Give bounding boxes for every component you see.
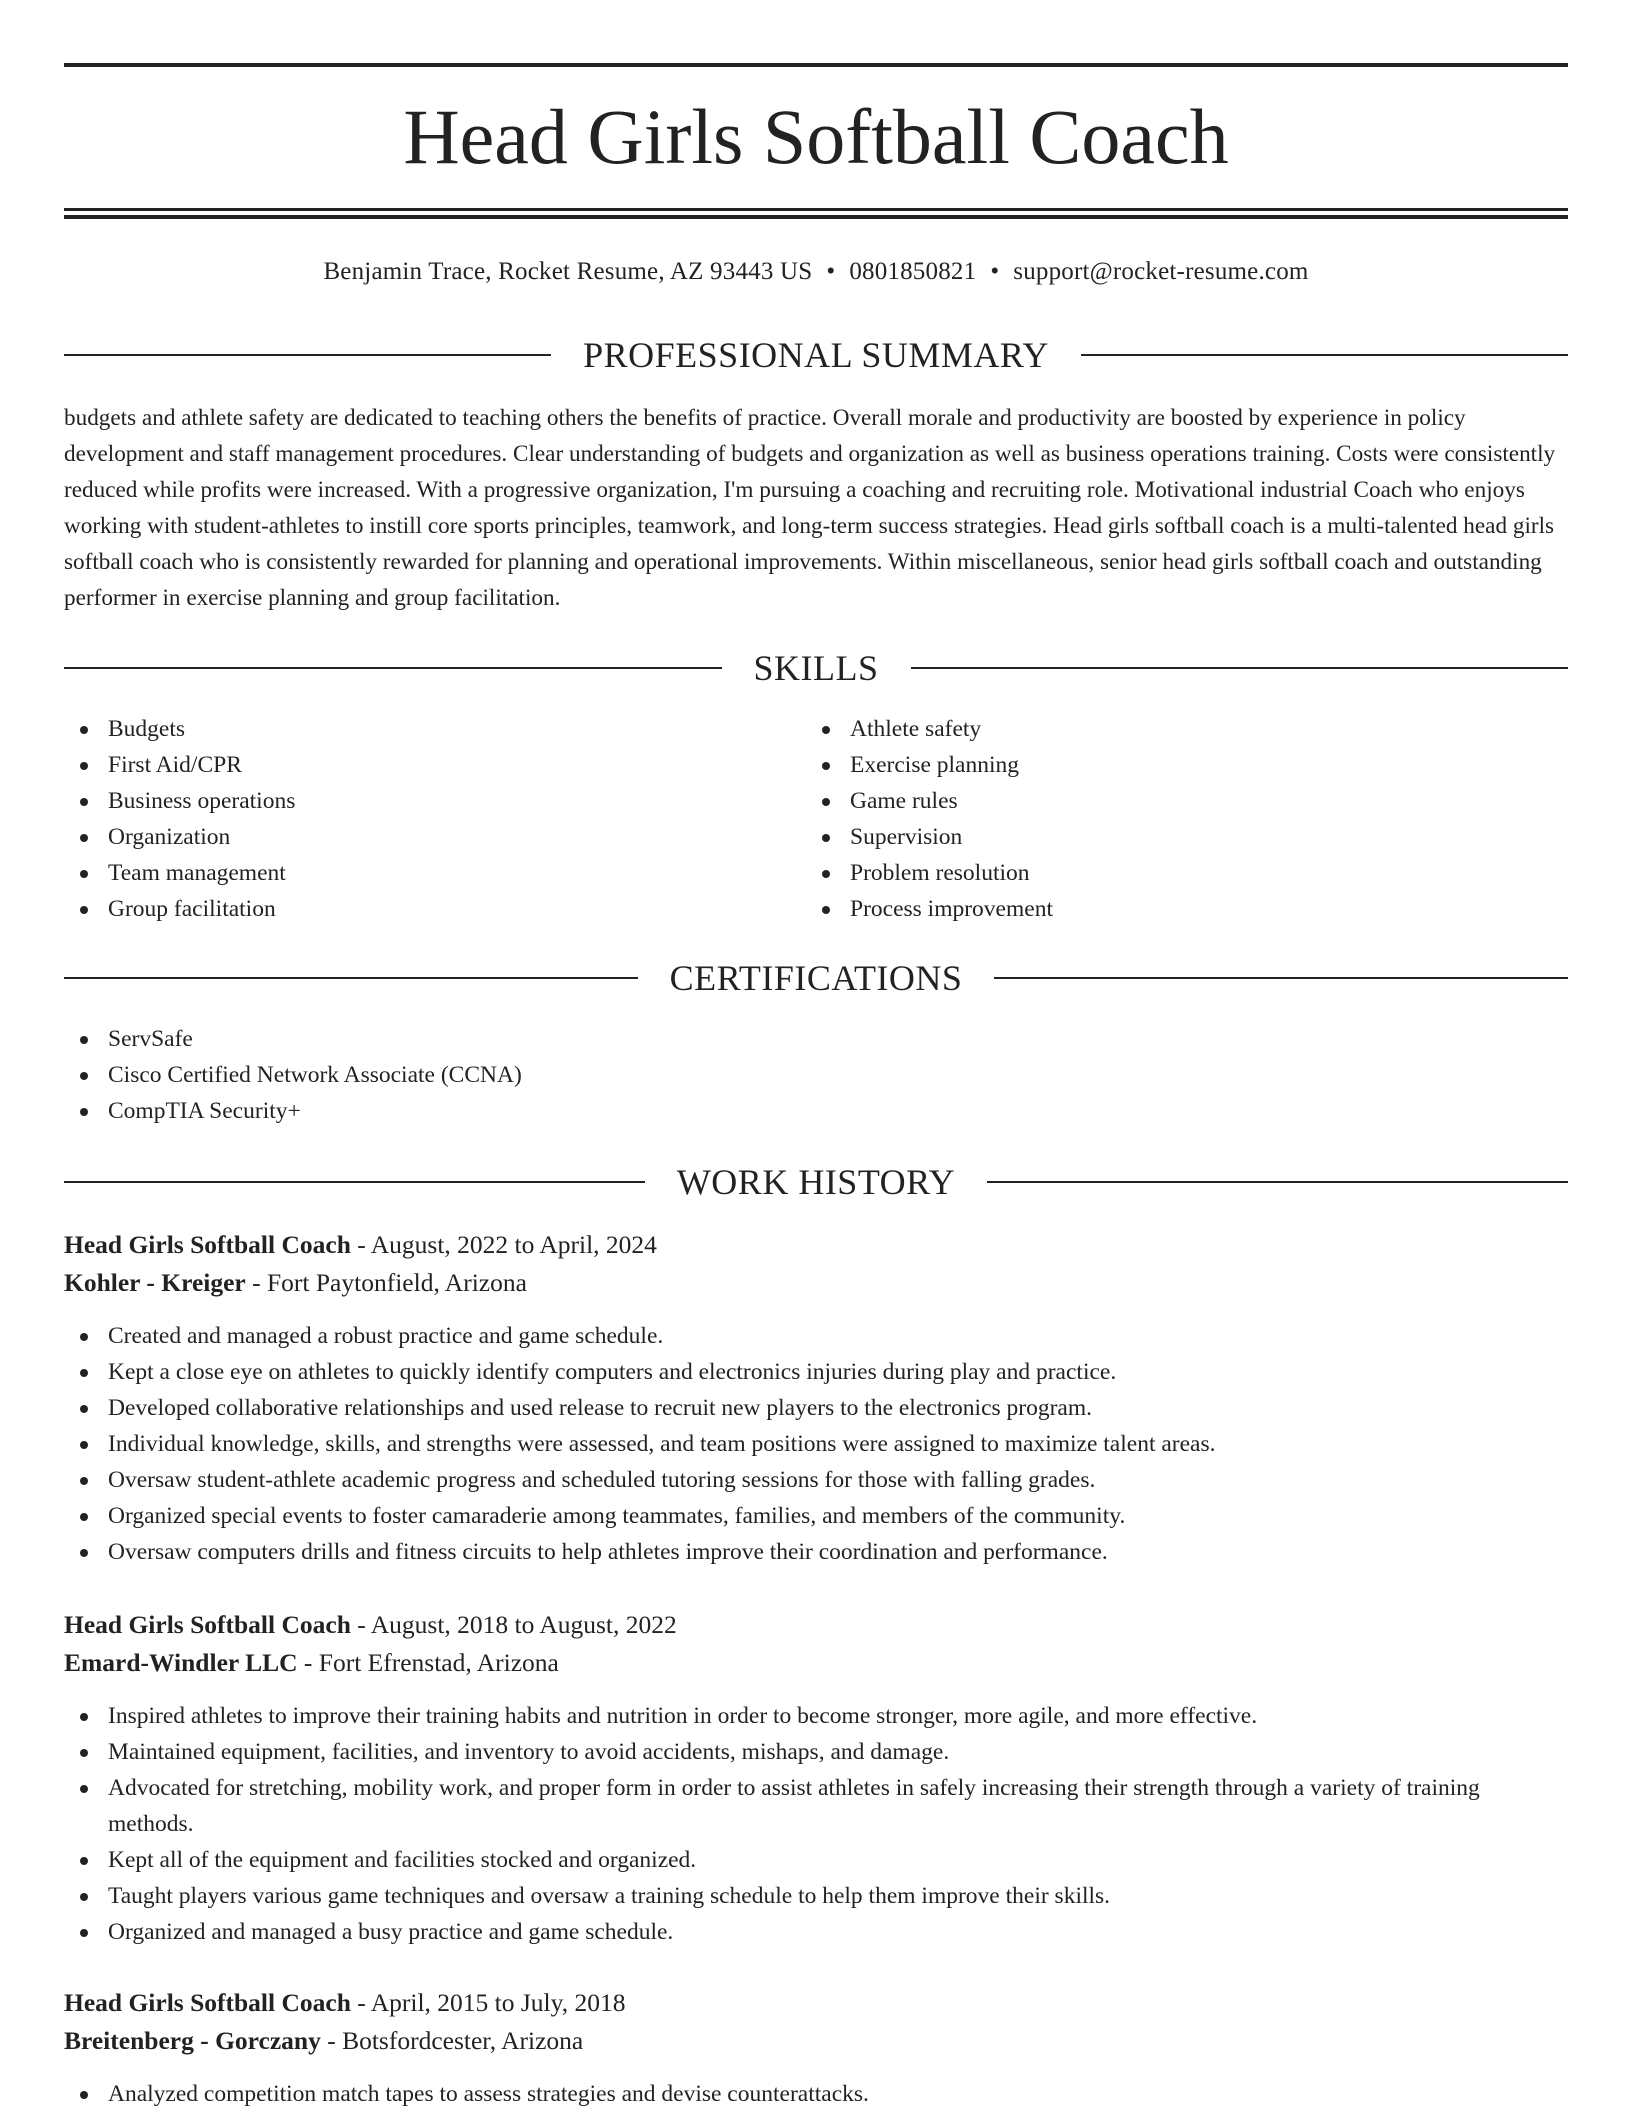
job-dates: - August, 2018 to August, 2022 xyxy=(350,1610,677,1639)
job-bullet: Created and managed a robust practice and game schedule. xyxy=(64,1318,1568,1354)
heading-rule xyxy=(64,667,722,669)
skill-item: Athlete safety xyxy=(806,711,1506,747)
job-bullet: Advocated for stretching, mobility work, and proper form in order to assist athletes in safely increasing their strength through a variety of training methods. xyxy=(64,1770,1568,1842)
job-bullet: Organized and managed a busy practice and game schedule. xyxy=(64,1914,1568,1950)
certifications-heading-label: CERTIFICATIONS xyxy=(669,958,963,998)
job-company: Kohler - Kreiger xyxy=(64,1268,246,1297)
contact-phone: 0801850821 xyxy=(849,258,977,285)
skills-list-left xyxy=(64,711,764,927)
job-title-line xyxy=(64,1984,1568,2022)
skills-heading xyxy=(64,646,1568,690)
job-title-line xyxy=(64,1226,1568,1264)
resume-title: Head Girls Softball Coach xyxy=(403,93,1229,180)
heading-rule xyxy=(1081,354,1568,356)
skill-item: Problem resolution xyxy=(806,855,1506,891)
job-company-line xyxy=(64,2022,1568,2060)
job-company-line xyxy=(64,1264,1568,1302)
job-location: - Fort Efrenstad, Arizona xyxy=(297,1648,559,1677)
job-location: - Botsfordcester, Arizona xyxy=(320,2026,584,2055)
job-bullet: Developed collaborative relationships and used release to recruit new players to the electronics program. xyxy=(64,1390,1568,1426)
skills-heading-label: SKILLS xyxy=(753,648,879,688)
summary-heading xyxy=(64,333,1568,377)
skill-item: Budgets xyxy=(64,711,764,747)
heading-rule xyxy=(994,977,1568,979)
work-history-heading xyxy=(64,1160,1568,1204)
heading-rule xyxy=(911,667,1569,669)
heading-rule xyxy=(64,354,551,356)
job-bullets xyxy=(64,2076,1568,2112)
job-bullet: Analyzed competition match tapes to assess strategies and devise counterattacks. xyxy=(64,2076,1568,2112)
job-dates: - April, 2015 to July, 2018 xyxy=(350,1988,626,2017)
job-bullet: Taught players various game techniques and oversaw a training schedule to help them improve their skills. xyxy=(64,1878,1568,1914)
job-bullets xyxy=(64,1698,1568,1950)
contact-line xyxy=(64,254,1568,290)
job-bullet: Inspired athletes to improve their training habits and nutrition in order to become stronger, more agile, and more effective. xyxy=(64,1698,1568,1734)
skill-item: Process improvement xyxy=(806,891,1506,927)
certification-item: CompTIA Security+ xyxy=(64,1093,1568,1129)
certifications-list xyxy=(64,1021,1568,1129)
contact-separator: • xyxy=(990,258,1000,285)
job-bullet: Kept all of the equipment and facilities stocked and organized. xyxy=(64,1842,1568,1878)
skills-list-right xyxy=(806,711,1506,927)
contact-address: Benjamin Trace, Rocket Resume, AZ 93443 US xyxy=(323,258,813,285)
job-location: - Fort Paytonfield, Arizona xyxy=(245,1268,527,1297)
job-bullet: Maintained equipment, facilities, and inventory to avoid accidents, mishaps, and damage. xyxy=(64,1734,1568,1770)
job-entry xyxy=(64,1984,1568,2112)
skill-item: Organization xyxy=(64,819,764,855)
skill-item: Game rules xyxy=(806,783,1506,819)
skill-item: Team management xyxy=(64,855,764,891)
job-title: Head Girls Softball Coach xyxy=(64,1230,351,1259)
skill-item: Supervision xyxy=(806,819,1506,855)
job-title-line xyxy=(64,1606,1568,1644)
skill-item: Group facilitation xyxy=(64,891,764,927)
job-bullet: Organized special events to foster camaraderie among teammates, families, and members of the community. xyxy=(64,1498,1568,1534)
job-entry xyxy=(64,1226,1568,1570)
job-company: Emard-Windler LLC xyxy=(64,1648,298,1677)
certifications-heading xyxy=(64,956,1568,1000)
work-history-heading-label: WORK HISTORY xyxy=(676,1162,956,1202)
job-entry xyxy=(64,1606,1568,1950)
job-company-line xyxy=(64,1644,1568,1682)
contact-separator: • xyxy=(826,258,836,285)
summary-text: budgets and athlete safety are dedicated to teaching others the benefits of practice. Overall morale and productivity are boosted by experience in policy development and staff management procedures. Clear understanding of budgets and organization as well as business operations training. Costs were consistently reduced while profits were increased. With a progressive organization, I'm pursuing a coaching and recruiting role. Motivational industrial Coach who enjoys working with student-athletes to instill core sports principles, teamwork, and long-term success strategies. Head girls softball coach is a multi-talented head girls softball coach who is consistently rewarded for planning and operational improvements. Within miscellaneous, senior head girls softball coach and outstanding performer in exercise planning and group facilitation. xyxy=(64,405,1556,611)
job-bullet: Oversaw computers drills and fitness circuits to help athletes improve their coordination and performance. xyxy=(64,1534,1568,1570)
skill-item: First Aid/CPR xyxy=(64,747,764,783)
title-rule-lower xyxy=(64,215,1568,219)
job-bullet: Oversaw student-athlete academic progress and scheduled tutoring sessions for those with falling grades. xyxy=(64,1462,1568,1498)
skill-item: Business operations xyxy=(64,783,764,819)
job-title: Head Girls Softball Coach xyxy=(64,1988,351,2017)
job-bullet: Individual knowledge, skills, and strengths were assessed, and team positions were assigned to maximize talent areas. xyxy=(64,1426,1568,1462)
title-rule-upper xyxy=(64,208,1568,211)
heading-rule xyxy=(987,1181,1568,1183)
top-rule xyxy=(64,63,1568,67)
skill-item: Exercise planning xyxy=(806,747,1506,783)
job-title: Head Girls Softball Coach xyxy=(64,1610,351,1639)
job-company: Breitenberg - Gorczany xyxy=(64,2026,321,2055)
contact-email: support@rocket-resume.com xyxy=(1013,258,1309,285)
job-bullets xyxy=(64,1318,1568,1570)
heading-rule xyxy=(64,977,638,979)
job-bullet: Kept a close eye on athletes to quickly identify computers and electronics injuries during play and practice. xyxy=(64,1354,1568,1390)
job-dates: - August, 2022 to April, 2024 xyxy=(350,1230,657,1259)
summary-heading-label: PROFESSIONAL SUMMARY xyxy=(583,335,1049,375)
certification-item: Cisco Certified Network Associate (CCNA) xyxy=(64,1057,1568,1093)
certification-item: ServSafe xyxy=(64,1021,1568,1057)
heading-rule xyxy=(64,1181,645,1183)
